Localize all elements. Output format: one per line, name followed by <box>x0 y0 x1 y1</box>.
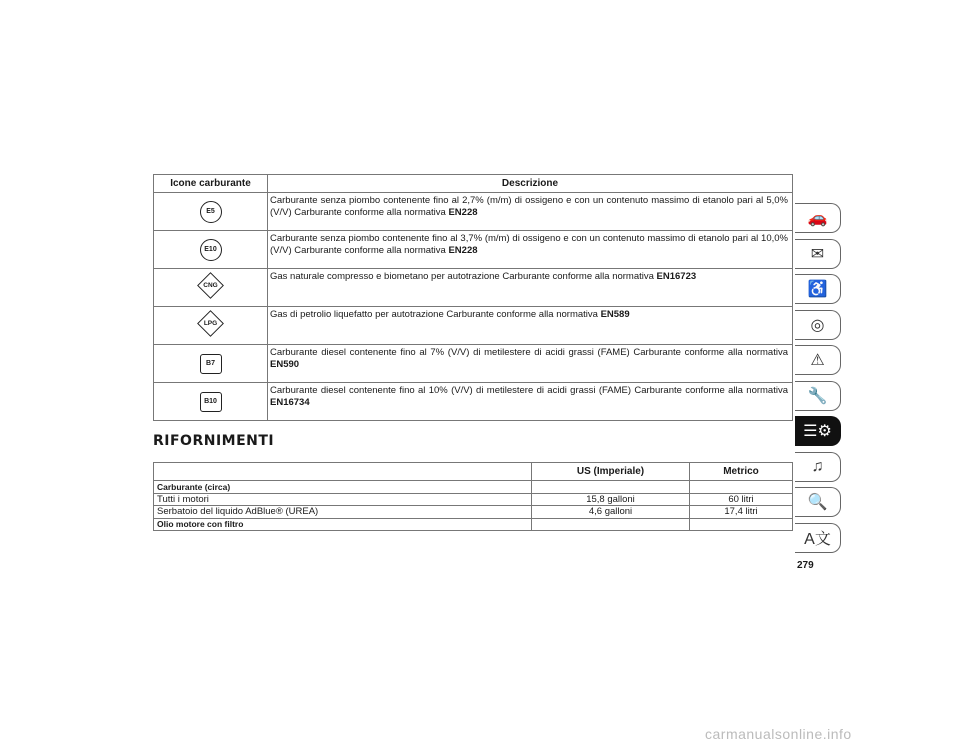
chapter-tab[interactable] <box>795 381 841 411</box>
fuel-description <box>268 345 793 383</box>
chapter-tab[interactable] <box>795 310 841 340</box>
watermark: carmanualsonline.info <box>705 726 852 742</box>
refuel-us-cell: 4,6 galloni <box>532 506 690 519</box>
refuel-item-cell: Tutti i motori <box>154 493 532 506</box>
header-metric: Metrico <box>690 463 793 481</box>
refuel-metric-cell: 17,4 litri <box>690 506 793 519</box>
multimedia-icon: ♫ <box>811 457 824 475</box>
fuel-square-icon: B7 <box>200 354 222 374</box>
refuel-item-cell: Serbatoio del liquido AdBlue® (UREA) <box>154 506 532 519</box>
fuel-description-text: Gas naturale compresso e biometano per autotrazione Carburante conforme alla normativa <box>270 271 654 282</box>
fuel-circle-icon: E10 <box>200 239 222 261</box>
fuel-row <box>154 345 793 383</box>
fuel-norm: EN589 <box>600 309 630 320</box>
header-item <box>154 463 532 481</box>
fuel-icons-table <box>153 174 793 421</box>
fuel-description-text: Carburante senza piombo contenente fino al 2,7% (m/m) di ossigeno e con un contenuto massimo di etanolo pari al 5,0% (V/V) Carburante conforme alla normativa <box>270 195 788 218</box>
refuel-us-cell <box>532 518 690 531</box>
language-icon: A文 <box>804 531 831 548</box>
refuel-metric-cell <box>690 518 793 531</box>
fuel-row <box>154 307 793 345</box>
fuel-circle-icon: E5 <box>200 201 222 223</box>
refuel-metric-cell: 60 litri <box>690 493 793 506</box>
fuel-norm: EN16734 <box>270 397 310 408</box>
warning-message-icon: ✉ <box>810 245 825 263</box>
chapter-tab[interactable] <box>795 203 841 233</box>
fuel-row <box>154 193 793 231</box>
fuel-row <box>154 383 793 421</box>
car-crash-icon: ⚠ <box>810 352 825 369</box>
chapter-tab[interactable] <box>795 523 841 553</box>
fuel-norm: EN228 <box>448 207 478 218</box>
fuel-row <box>154 231 793 269</box>
refuel-us-cell <box>532 481 690 494</box>
chapter-tab[interactable] <box>795 274 841 304</box>
fuel-description <box>268 193 793 231</box>
refuel-table-header <box>154 463 793 481</box>
fuel-icon-label: LPG <box>203 319 218 327</box>
chapter-tab[interactable] <box>795 416 841 446</box>
fuel-description <box>268 231 793 269</box>
refuel-item-cell: Olio motore con filtro <box>154 518 532 531</box>
fuel-norm: EN228 <box>448 245 478 256</box>
refuel-item-cell: Carburante (circa) <box>154 481 532 494</box>
refuel-row <box>154 493 793 506</box>
fuel-row <box>154 269 793 307</box>
refuel-us-cell: 15,8 galloni <box>532 493 690 506</box>
header-icon: Icone carburante <box>154 175 268 193</box>
fuel-icon-cell <box>154 231 268 269</box>
seatbelt-icon: ♿ <box>807 281 828 298</box>
refuel-group-row <box>154 481 793 494</box>
fuel-description-text: Carburante diesel contenente fino al 10% (V/V) di metilestere di acidi grassi (FAME) Carburante conforme alla normativa <box>270 385 788 396</box>
fuel-diamond-icon <box>197 310 224 337</box>
fuel-table-header <box>154 175 793 193</box>
wrench-car-icon: 🔧 <box>807 387 828 405</box>
section-heading-rifornimenti: RIFORNIMENTI <box>153 433 275 449</box>
fuel-norm: EN16723 <box>656 271 697 282</box>
refuel-metric-cell <box>690 481 793 494</box>
chapter-tab[interactable] <box>795 487 841 517</box>
fuel-diamond-icon <box>197 272 224 299</box>
fuel-description <box>268 269 793 307</box>
search-icon: 🔍 <box>807 494 828 511</box>
chapter-tab[interactable] <box>795 239 841 269</box>
fuel-description-text: Carburante diesel contenente fino al 7% (V/V) di metilestere di acidi grassi (FAME) Carburante conforme alla normativa <box>270 347 788 358</box>
fuel-icon-cell <box>154 307 268 345</box>
fuel-description <box>268 307 793 345</box>
fuel-norm: EN590 <box>270 359 300 370</box>
fuel-description-text: Gas di petrolio liquefatto per autotrazione Carburante conforme alla normativa <box>270 309 598 320</box>
refuel-row <box>154 506 793 519</box>
refuel-group-row <box>154 518 793 531</box>
fuel-icon-cell <box>154 269 268 307</box>
header-description: Descrizione <box>268 175 793 193</box>
chapter-tab[interactable] <box>795 345 841 375</box>
page-number: 279 <box>797 560 814 571</box>
steering-wheel-icon: ◎ <box>810 316 825 334</box>
fuel-square-icon: B10 <box>200 392 222 412</box>
car-info-icon: 🚗 <box>807 210 828 227</box>
fuel-icon-cell <box>154 383 268 421</box>
fuel-icon-cell <box>154 193 268 231</box>
fuel-icon-cell <box>154 345 268 383</box>
fuel-description-text: Carburante senza piombo contenente fino al 3,7% (m/m) di ossigeno e con un contenuto massimo di etanolo pari al 10,0% (V/V) Carburante conforme alla normativa <box>270 233 788 256</box>
chapter-tab[interactable] <box>795 452 841 482</box>
header-us: US (Imperiale) <box>532 463 690 481</box>
refuel-capacities-table <box>153 462 793 531</box>
specs-gear-icon: ☰⚙ <box>803 423 832 440</box>
fuel-description <box>268 383 793 421</box>
fuel-icon-label: CNG <box>203 281 218 289</box>
